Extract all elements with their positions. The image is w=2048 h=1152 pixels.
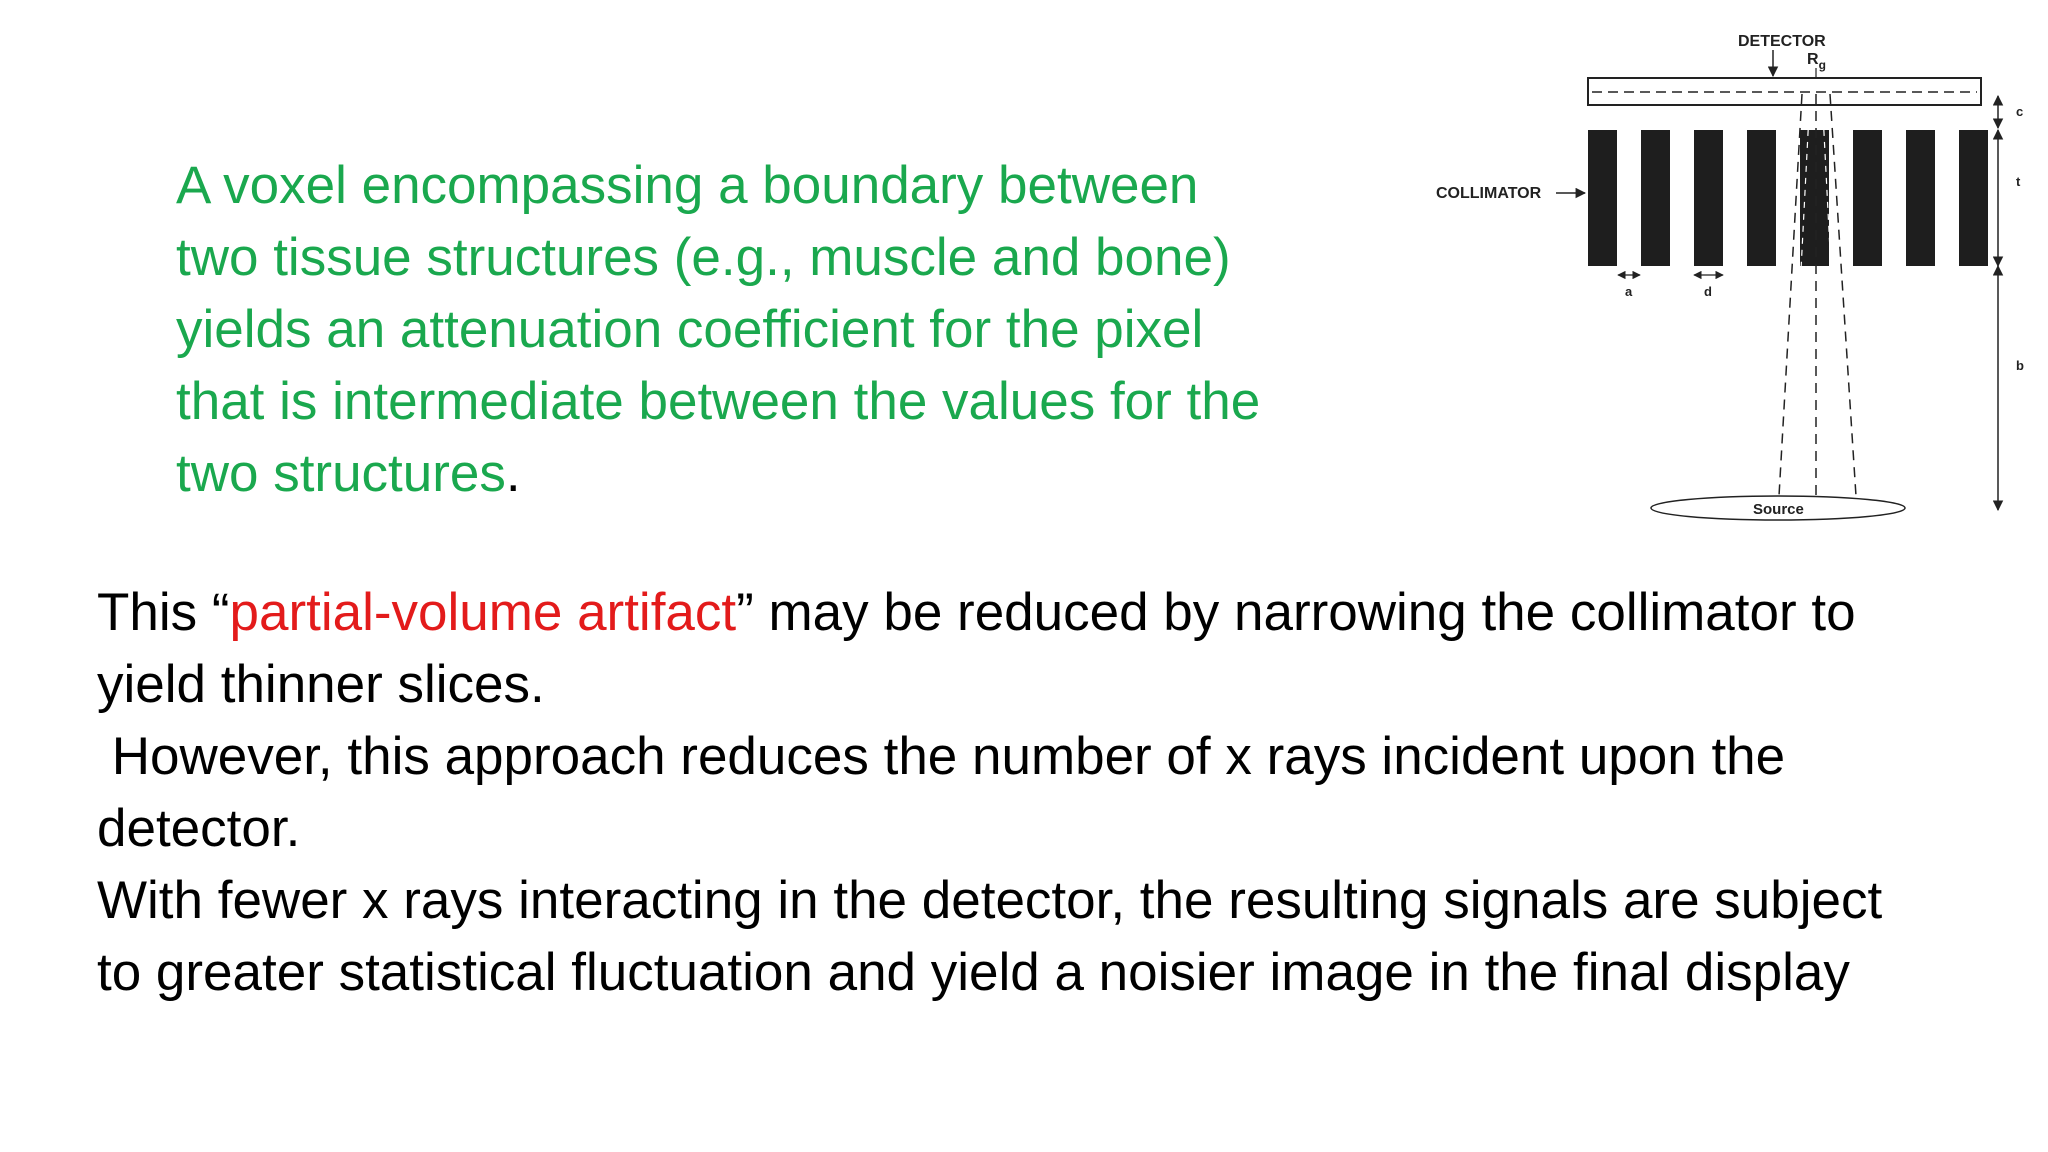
collimator-septum-1 xyxy=(1588,130,1617,266)
voxel-paragraph-line-5 xyxy=(176,438,1376,510)
partial-volume-artifact-term: partial-volume artifact xyxy=(229,583,737,642)
body-line-6: to greater statistical fluctuation and yield a noisier image in the final display xyxy=(97,943,1850,1002)
collimator-septum-6 xyxy=(1853,130,1882,266)
body-line-2: yield thinner slices. xyxy=(97,655,545,714)
source-label: Source xyxy=(1753,501,1804,518)
voxel-paragraph-line-5-text: two structures xyxy=(176,444,506,503)
body-line-1-suffix: ” may be reduced by narrowing the collimator to xyxy=(736,583,1856,642)
voxel-paragraph-line-3: yields an attenuation coefficient for the pixel xyxy=(176,300,1204,359)
dimension-a-label: a xyxy=(1625,284,1633,299)
body-line-1 xyxy=(97,577,1997,649)
dimension-t-label: t xyxy=(2016,174,2021,189)
body-line-5: With fewer x rays interacting in the detector, the resulting signals are subject xyxy=(97,871,1883,930)
beam-ray-left-outer xyxy=(1779,94,1802,496)
voxel-boundary-paragraph xyxy=(176,150,1376,510)
voxel-paragraph-period: . xyxy=(505,444,521,503)
body-line-4: detector. xyxy=(97,799,301,858)
detector-label: DETECTOR xyxy=(1738,33,1826,50)
voxel-paragraph-line-2: two tissue structures (e.g., muscle and bone) xyxy=(176,228,1231,287)
collimator-detector-diagram xyxy=(1420,20,2040,540)
voxel-paragraph-line-1: A voxel encompassing a boundary between xyxy=(176,156,1199,215)
collimator-septum-3 xyxy=(1694,130,1723,266)
body-line-1-prefix: This “ xyxy=(97,583,230,642)
dimension-c-label: c xyxy=(2016,104,2024,119)
dimension-b-label: b xyxy=(2016,358,2024,373)
collimator-septum-5 xyxy=(1800,130,1829,266)
partial-volume-explanation xyxy=(97,577,1997,1009)
collimator-septum-7 xyxy=(1906,130,1935,266)
collimator-label: COLLIMATOR xyxy=(1436,185,1542,202)
collimator-septum-4 xyxy=(1747,130,1776,266)
rg-label-subscript: g xyxy=(1818,58,1826,72)
collimator-septum-8 xyxy=(1959,130,1988,266)
rg-label-main: R xyxy=(1807,51,1819,68)
beam-ray-right-outer xyxy=(1830,94,1856,496)
collimator-septum-2 xyxy=(1641,130,1670,266)
dimension-d-label: d xyxy=(1704,284,1712,299)
body-line-3: However, this approach reduces the number of x rays incident upon the xyxy=(97,727,1786,786)
voxel-paragraph-line-4: that is intermediate between the values for the xyxy=(176,372,1261,431)
